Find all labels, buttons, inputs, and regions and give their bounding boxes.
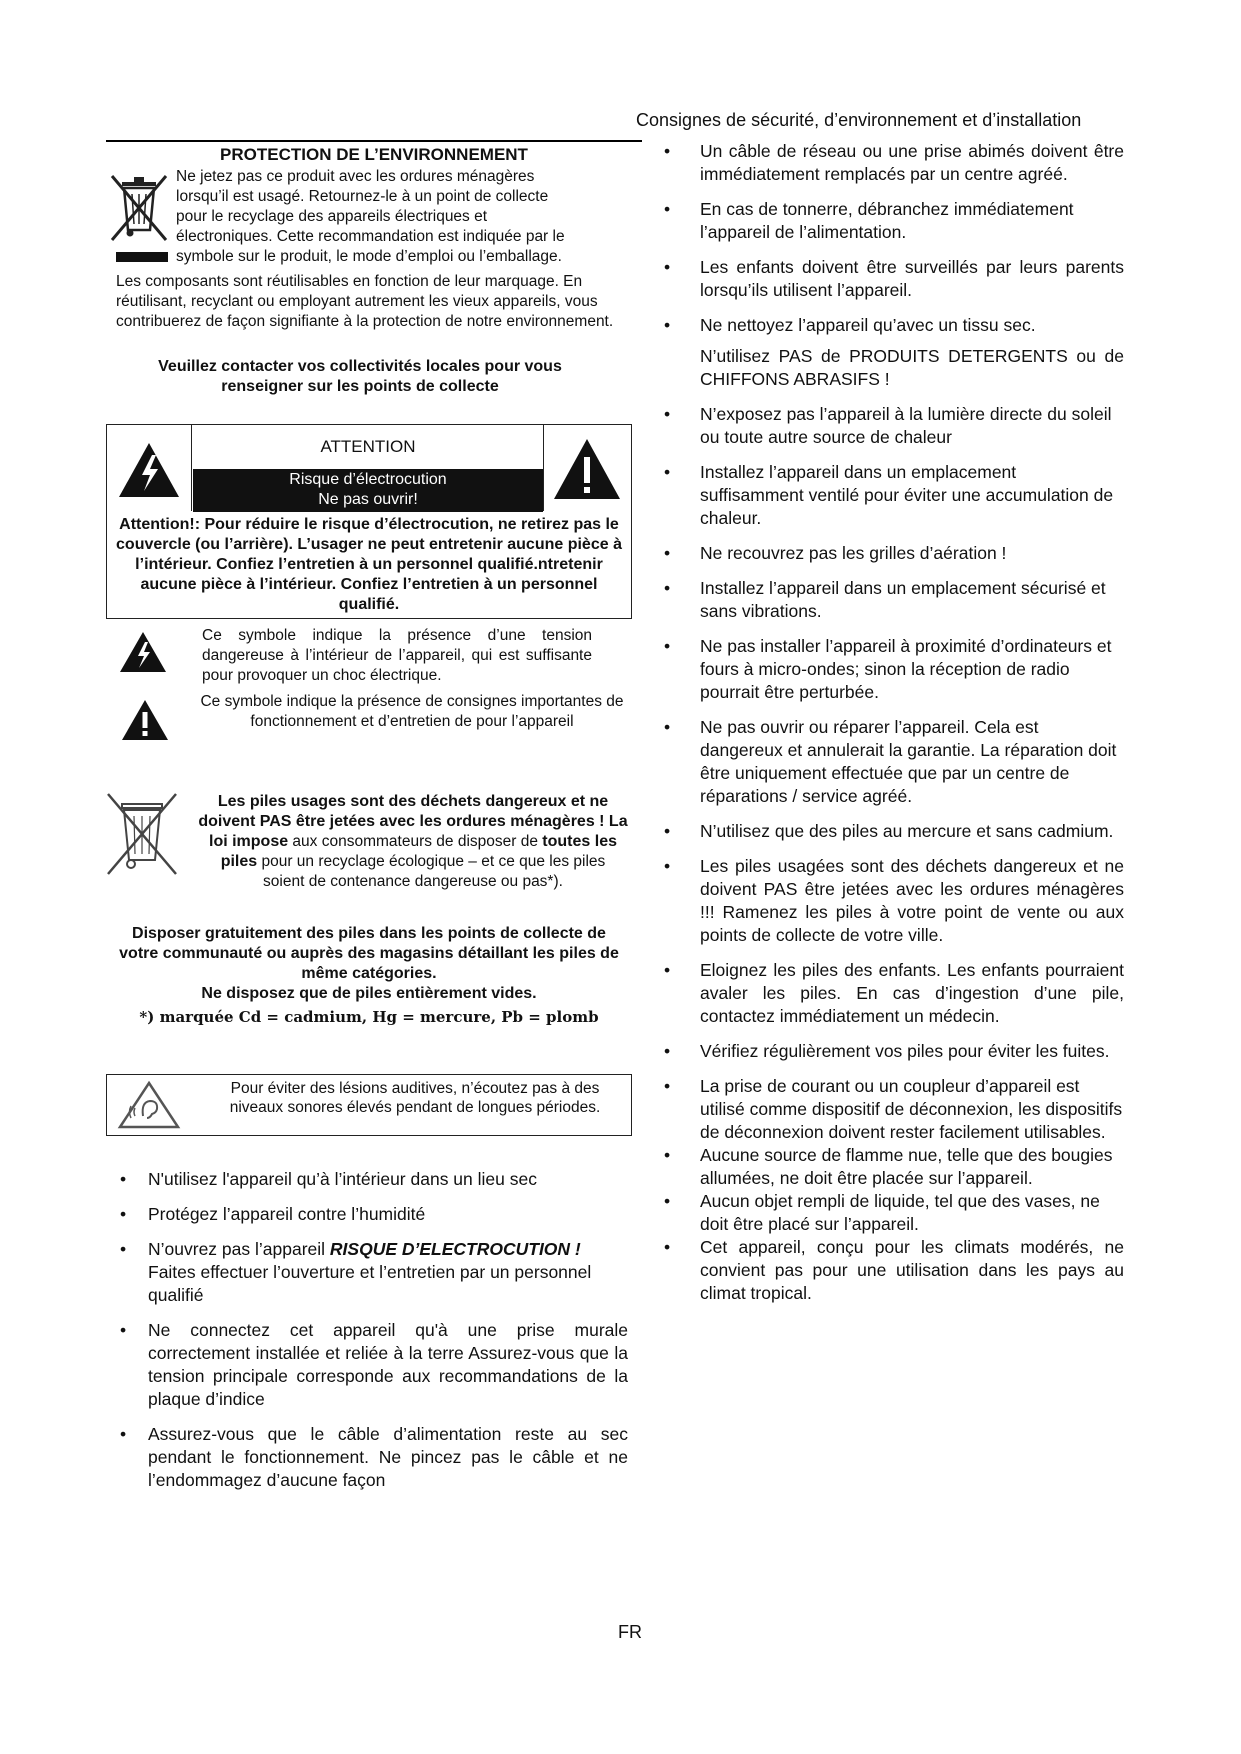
hearing-warning-icon (117, 1080, 181, 1130)
attention-risk-line-1: Risque d’électrocution (289, 471, 447, 488)
env-line-1: Ne jetez pas ce produit avec les ordures ménagères (176, 168, 535, 185)
right-bullet-15: • La prise de courant ou un coupleur d’appareil est utilisé comme dispositif de déconnexion, les dispositifs de déconnexion doivent rester facilement utilisables. (664, 1075, 1124, 1144)
right-bullet-17: • Aucun objet rempli de liquide, tel que des vases, ne doit être placé sur l’appareil. (664, 1190, 1124, 1236)
attention-warning-text: Attention!: Pour réduire le risque d’électrocution, ne retirez pas le couvercle (ou l’arrière). L’usager ne peut entretenir aucune pièce à l’intérieur. Confiez l’entretien à un personnel qualifié.ntretenir aucune pièce à l’intérieur. Confiez l’entretien à un personnel qualifié. (116, 516, 622, 613)
left-bullet-3-risk: RISQUE D’ELECTROCUTION ! (329, 1239, 581, 1259)
right-bullet-6: • Installez l’appareil dans un emplacement suffisamment ventilé pour éviter une accumulation de chaleur. (664, 461, 1124, 530)
right-bullet-9: • Ne pas installer l’appareil à proximité d’ordinateurs et fours à micro-ondes; sinon la réception de radio pourrait être perturbée. (664, 635, 1124, 704)
lightning-symbol-text: Ce symbole indique la présence d’une tension dangereuse à l’intérieur de l’appareil, qui est suffisante pour provoquer un choc électrique. (202, 627, 592, 684)
attention-left-cell (107, 425, 192, 511)
left-bullet-list (118, 1168, 628, 1504)
left-bullet-2: • Protégez l’appareil contre l’humidité (118, 1203, 628, 1226)
left-bullet-3-end: Faites effectuer l’ouverture et l’entretien par un personnel qualifié (148, 1262, 592, 1305)
env-paragraph: Les composants sont réutilisables en fonction de leur marquage. En réutilisant, recyclant ou employant autrement les vieux appareils, vous contribuerez de façon signifiante à la protection de notre environnement. (116, 273, 614, 330)
batteries-text (198, 792, 628, 892)
left-bullet-1: • N'utilisez l'appareil qu’à l’intérieur dans un lieu sec (118, 1168, 628, 1191)
right-bullet-3: • Les enfants doivent être surveillés par leurs parents lorsqu’ils utilisent l’appareil. (664, 256, 1124, 302)
env-line-2: lorsqu’il est usagé. Retournez-le à un point de collecte (176, 188, 549, 205)
bin-underline-bar (116, 252, 168, 262)
lightning-warning-icon (107, 425, 191, 511)
left-bullet-5: • Assurez-vous que le câble d’alimentation reste au sec pendant le fonctionnement. Ne pincez pas le câble et ne l’endommagez d’aucune façon (118, 1423, 628, 1492)
hearing-text: Pour éviter des lésions auditives, n’écoutez pas à des niveaux sonores élevés pendant de longues périodes. (229, 1080, 601, 1116)
right-bullet-10: • Ne pas ouvrir ou réparer l’appareil. Cela est dangereux et annulerait la garantie. La réparation doit être uniquement effectuée que par un centre de réparations / service agréé. (664, 716, 1124, 808)
batteries-normal-1: aux consommateurs de disposer de (288, 833, 543, 850)
right-bullet-13: • Eloignez les piles des enfants. Les enfants pourraient avaler les piles. En cas d’ingestion d’une pile, contactez immédiatement un médecin. (664, 959, 1124, 1028)
env-line-3: pour le recyclage des appareils électriques et (176, 208, 488, 225)
env-line-4: électroniques. Cette recommandation est indiquée par le (176, 228, 565, 245)
right-bullet-16: • Aucune source de flamme nue, telle que des bougies allumées, ne doit être placée sur l’appareil. (664, 1144, 1124, 1190)
batteries-empty: Ne disposez que de piles entièrement vides. (201, 985, 537, 1002)
right-bullet-12: • Les piles usagées sont des déchets dangereux et ne doivent PAS être jetées avec les ordures ménagères !!! Ramenez les piles à votre point de vente ou aux points de collecte de votre ville. (664, 855, 1124, 947)
batteries-bold-2: toutes les piles (220, 833, 617, 870)
right-bullet-7: • Ne recouvrez pas les grilles d’aération ! (664, 542, 1124, 565)
right-bullet-11: • N’utilisez que des piles au mercure et sans cadmium. (664, 820, 1124, 843)
right-bullet-18: • Cet appareil, conçu pour les climats modérés, ne convient pas pour une utilisation dans les pays au climat tropical. (664, 1236, 1124, 1305)
left-bullet-3-start: N’ouvrez pas l’appareil (148, 1239, 330, 1259)
left-bullet-4: • Ne connectez cet appareil qu'à une prise murale correctement installée et reliée à la terre Assurez-vous que la tension principale corresponde aux recommandations de la plaque d’indice (118, 1319, 628, 1411)
left-bullet-3 (118, 1238, 628, 1307)
batteries-note: *) marquée Cd = cadmium, Hg = mercure, Pb = plomb (139, 1008, 599, 1026)
env-contact: Veuillez contacter vos collectivités locales pour vous renseigner sur les points de collecte (158, 358, 562, 395)
wheelie-bin-crossed-icon (108, 168, 170, 248)
batteries-dispose: Disposer gratuitement des piles dans les points de collecte de votre communauté ou auprès des magasins détaillant les piles de même catégories. (119, 925, 619, 982)
exclamation-symbol-text: Ce symbole indique la présence de consignes importantes de fonctionnement et d’entretien de pour l’appareil (200, 693, 624, 730)
right-bullet-1: • Un câble de réseau ou une prise abimés doivent être immédiatement remplacés par un centre agréé. (664, 140, 1124, 186)
exclamation-symbol-icon (120, 698, 170, 742)
lightning-symbol-icon (118, 630, 168, 674)
right-bullet-list (664, 140, 1124, 1305)
page-header: Consignes de sécurité, d’environnement et d’installation (636, 110, 1082, 130)
attention-risk-line-2: Ne pas ouvrir! (318, 491, 418, 508)
right-bullet-5: • N’exposez pas l’appareil à la lumière directe du soleil ou toute autre source de chaleur (664, 403, 1124, 449)
exclamation-warning-icon (544, 425, 630, 511)
attention-box (106, 424, 632, 619)
attention-risk-band (193, 469, 543, 512)
right-bullet-2: • En cas de tonnerre, débranchez immédiatement l’appareil de l’alimentation. (664, 198, 1124, 244)
page-footer-lang: FR (618, 1622, 642, 1642)
batteries-bold-1: Les piles usages sont des déchets dangereux et ne doivent PAS être jetées avec les ordures ménagères ! La loi impose (198, 793, 628, 850)
batteries-normal-2: pour un recyclage écologique – et ce que les piles soient de contenance dangereuse ou pas*). (257, 853, 606, 890)
battery-bin-crossed-icon (104, 790, 180, 878)
attention-label: ATTENTION (320, 437, 416, 456)
right-bullet-4: • Ne nettoyez l’appareil qu’avec un tissu sec. (664, 314, 1124, 337)
hearing-box (106, 1074, 632, 1136)
env-line-5: symbole sur le produit, le mode d’emploi ou l’emballage. (176, 248, 562, 265)
attention-right-cell (543, 425, 632, 511)
right-bullet-8: • Installez l’appareil dans un emplacement sécurisé et sans vibrations. (664, 577, 1124, 623)
right-bullet-4-continued: N’utilisez PAS de PRODUITS DETERGENTS ou de CHIFFONS ABRASIFS ! (700, 346, 1124, 389)
right-bullet-14: • Vérifiez régulièrement vos piles pour éviter les fuites. (664, 1040, 1124, 1063)
env-title: PROTECTION DE L’ENVIRONNEMENT (106, 140, 642, 165)
